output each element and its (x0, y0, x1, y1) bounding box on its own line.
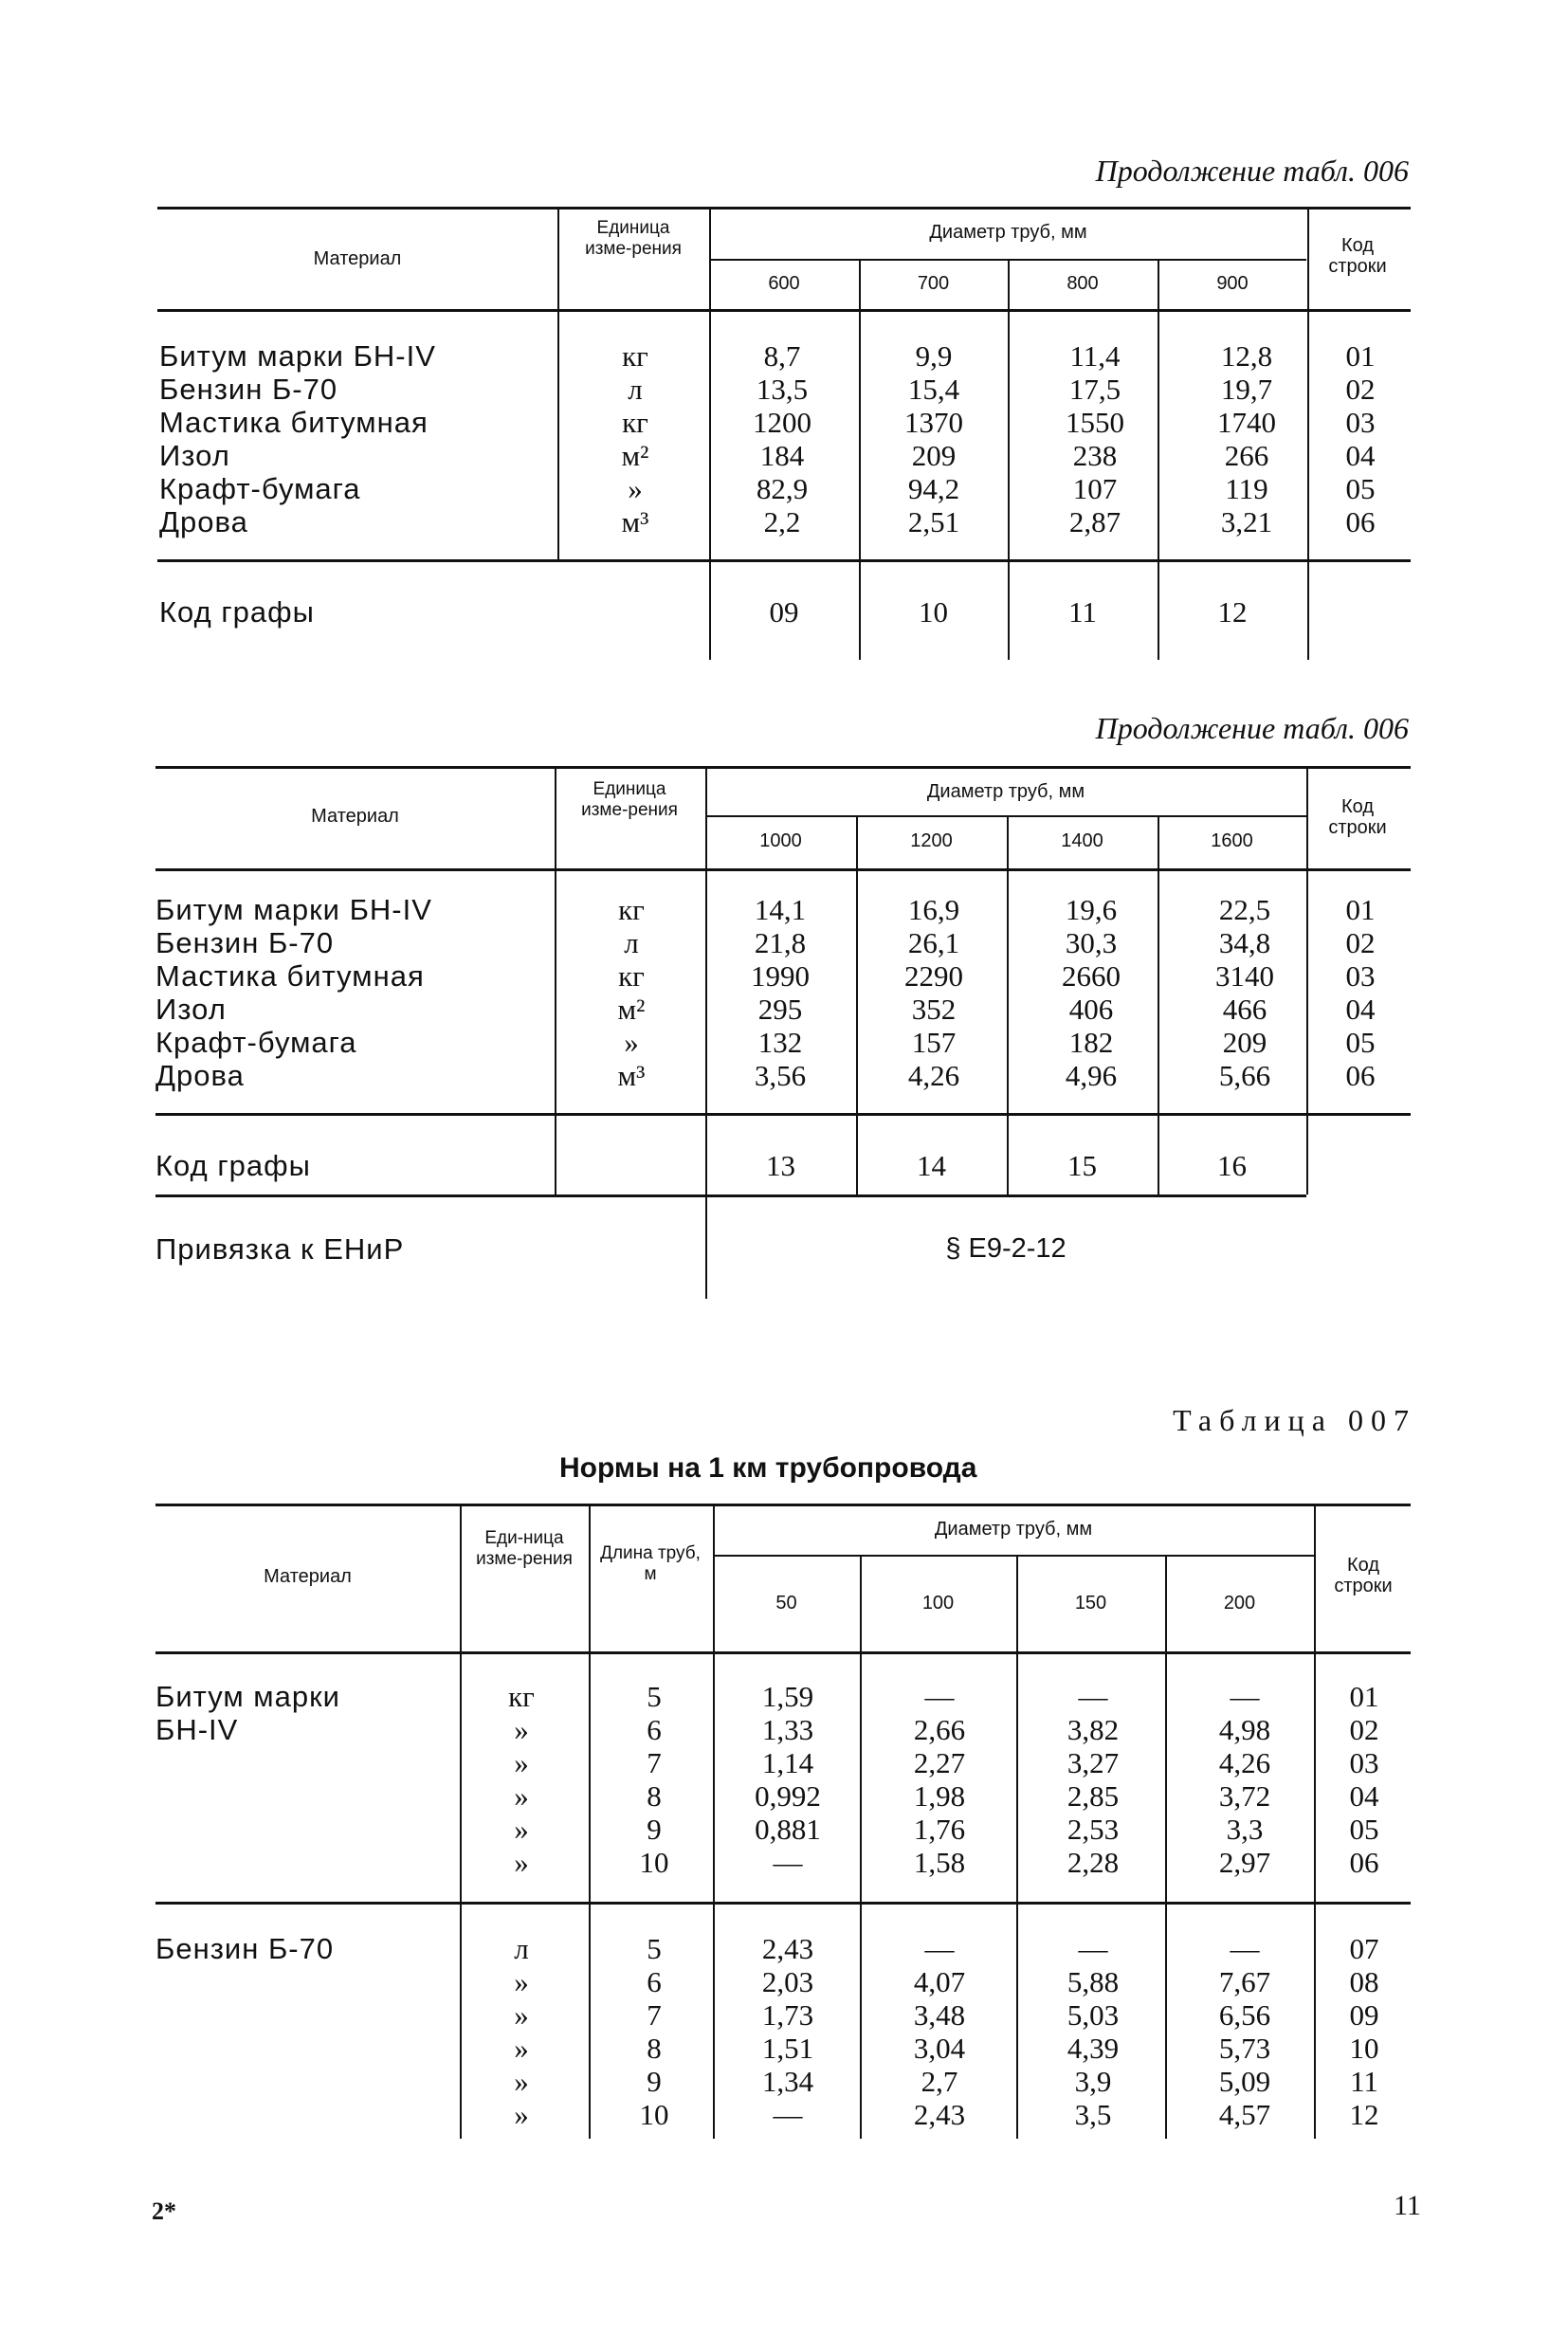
value-column-150 (1041, 1932, 1145, 2131)
unit-cell: м³ (621, 505, 649, 538)
graph-code: 16 (1217, 1149, 1247, 1182)
value-cell: 3,72 (1218, 1779, 1271, 1813)
graph-code-label: Код графы (155, 1149, 311, 1182)
value-column-1400 (1039, 893, 1143, 1092)
diameter-800: 800 (1067, 273, 1099, 294)
value-cell: 2660 (1062, 959, 1121, 993)
length-column (621, 1932, 687, 2131)
value-cell: 1200 (753, 406, 811, 439)
unit-cell: л (514, 1932, 529, 1965)
value-cell: 9,9 (915, 339, 953, 373)
value-cell: — (1078, 1680, 1108, 1713)
header-unit: Единица изме-рения (585, 218, 682, 259)
unit-column (483, 1680, 559, 1879)
row-code: 04 (1345, 993, 1376, 1026)
code-column (1331, 1680, 1397, 1879)
material-cell: Бензин Б-70 (159, 373, 338, 406)
material-cell: Бензин Б-70 (155, 926, 335, 959)
unit-cell: » (628, 472, 643, 505)
row-code: 05 (1345, 1026, 1376, 1059)
value-cell: 1,58 (913, 1846, 966, 1879)
header-length: Длина труб, м (600, 1543, 701, 1584)
value-cell: 34,8 (1218, 926, 1271, 959)
value-cell: 3,21 (1220, 505, 1273, 538)
value-cell: 2,85 (1067, 1779, 1120, 1813)
unit-cell: кг (618, 959, 645, 993)
code-column (1327, 893, 1394, 1092)
length-cell: 7 (647, 1746, 662, 1779)
continuation-title-2: Продолжение табл. 006 (1095, 711, 1409, 745)
unit-column (597, 339, 673, 538)
signature-mark: 2* (152, 2197, 176, 2225)
table-label: Таблица 007 (1173, 1403, 1416, 1437)
row-code: 02 (1349, 1713, 1379, 1746)
length-cell: 9 (647, 2065, 662, 2098)
value-cell: 14,1 (754, 893, 807, 926)
value-cell: 184 (759, 439, 805, 472)
value-column-50 (736, 1680, 840, 1879)
value-cell: — (1230, 1680, 1260, 1713)
value-cell: — (924, 1932, 955, 1965)
value-column-700 (882, 339, 986, 538)
value-cell: 11,4 (1069, 339, 1121, 373)
value-cell: 3,3 (1226, 1813, 1264, 1846)
value-cell: 1,73 (761, 1998, 814, 2032)
row-code: 08 (1349, 1965, 1379, 1998)
value-column-200 (1193, 1932, 1297, 2131)
value-cell: — (773, 1846, 803, 1879)
value-cell: 94,2 (907, 472, 960, 505)
row-code: 03 (1345, 406, 1376, 439)
header-diameter: Диаметр труб, мм (929, 222, 1087, 243)
diameter-50: 50 (775, 1593, 797, 1614)
row-code: 01 (1345, 339, 1376, 373)
value-cell: 3,04 (913, 2032, 966, 2065)
value-cell: 4,39 (1067, 2032, 1120, 2065)
code-column (1327, 339, 1394, 538)
material-cell: Мастика битумная (155, 959, 425, 993)
diameter-150: 150 (1074, 1593, 1107, 1614)
value-cell: 1370 (904, 406, 963, 439)
row-code: 05 (1345, 472, 1376, 505)
value-column-100 (887, 1680, 992, 1879)
value-cell: 119 (1225, 472, 1268, 505)
value-cell: 15,4 (907, 373, 960, 406)
length-cell: 8 (647, 1779, 662, 1813)
diameter-1600: 1600 (1211, 830, 1253, 851)
value-cell: 19,7 (1220, 373, 1273, 406)
graph-code-label: Код графы (159, 595, 315, 629)
value-cell: 5,88 (1067, 1965, 1120, 1998)
length-cell: 6 (647, 1965, 662, 1998)
value-cell: 2,51 (907, 505, 960, 538)
value-column-900 (1194, 339, 1299, 538)
row-code: 06 (1349, 1846, 1379, 1879)
length-cell: 9 (647, 1813, 662, 1846)
material-group-1 (155, 1680, 340, 1746)
value-cell: 30,3 (1065, 926, 1118, 959)
material-cell: Битум марки БН-IV (159, 339, 436, 373)
graph-code: 14 (917, 1149, 946, 1182)
row-code: 04 (1349, 1779, 1379, 1813)
value-cell: — (1230, 1932, 1260, 1965)
unit-cell: » (514, 1998, 529, 2032)
row-code: 03 (1345, 959, 1376, 993)
value-cell: 132 (757, 1026, 803, 1059)
row-code: 03 (1349, 1746, 1379, 1779)
value-cell: 21,8 (754, 926, 807, 959)
diameter-200: 200 (1223, 1593, 1256, 1614)
header-unit: Еди-ница изме-рения (476, 1528, 573, 1569)
value-cell: 3,56 (754, 1059, 807, 1092)
diameter-1000: 1000 (759, 830, 802, 851)
value-cell: 5,03 (1067, 1998, 1120, 2032)
value-cell: 4,07 (913, 1965, 966, 1998)
value-cell: 1,33 (761, 1713, 814, 1746)
value-cell: 2,66 (913, 1713, 966, 1746)
value-cell: 5,66 (1218, 1059, 1271, 1092)
length-cell: 7 (647, 1998, 662, 2032)
row-code: 02 (1345, 373, 1376, 406)
value-column-800 (1043, 339, 1147, 538)
header-code: Код строки (1328, 235, 1387, 277)
value-cell: 13,5 (756, 373, 809, 406)
graph-code: 11 (1068, 595, 1097, 629)
value-cell: 4,57 (1218, 2098, 1271, 2131)
graph-code: 15 (1067, 1149, 1097, 1182)
value-column-1200 (882, 893, 986, 1092)
graph-code: 13 (766, 1149, 795, 1182)
value-cell: 2,28 (1067, 1846, 1120, 1879)
value-cell: 3140 (1215, 959, 1274, 993)
header-code: Код строки (1328, 796, 1387, 838)
unit-cell: л (624, 926, 639, 959)
row-code: 06 (1345, 1059, 1376, 1092)
value-cell: 2,87 (1068, 505, 1121, 538)
material-line: Битум марки (155, 1680, 340, 1713)
material-cell: Крафт-бумага (159, 472, 361, 505)
graph-code: 09 (769, 595, 799, 629)
length-cell: 5 (647, 1680, 662, 1713)
value-cell: 5,09 (1218, 2065, 1271, 2098)
row-code: 01 (1345, 893, 1376, 926)
value-cell: 2,03 (761, 1965, 814, 1998)
value-cell: 157 (911, 1026, 957, 1059)
material-cell: Изол (159, 439, 230, 472)
length-cell: 10 (639, 2098, 669, 2131)
value-cell: 4,26 (1218, 1746, 1271, 1779)
unit-cell: кг (618, 893, 645, 926)
material-group-2 (155, 1932, 334, 1965)
unit-cell: кг (508, 1680, 535, 1713)
value-cell: 4,98 (1218, 1713, 1271, 1746)
graph-code: 10 (919, 595, 948, 629)
diameter-900: 900 (1216, 273, 1249, 294)
value-cell: 0,992 (755, 1779, 821, 1813)
row-code: 07 (1349, 1932, 1379, 1965)
unit-column (483, 1932, 559, 2131)
value-cell: 4,96 (1065, 1059, 1118, 1092)
value-cell: 352 (911, 993, 957, 1026)
diameter-700: 700 (917, 273, 950, 294)
value-cell: 7,67 (1218, 1965, 1271, 1998)
header-material: Материал (311, 806, 399, 827)
value-cell: 1,14 (761, 1746, 814, 1779)
value-cell: 182 (1068, 1026, 1114, 1059)
header-unit: Единица изме-рения (581, 779, 678, 820)
material-cell: Битум марки БН-IV (155, 893, 432, 926)
unit-cell: м² (617, 993, 646, 1026)
value-cell: 3,5 (1074, 2098, 1112, 2131)
value-cell: 1740 (1217, 406, 1276, 439)
material-cell: Дрова (159, 505, 248, 538)
value-cell: 2,43 (913, 2098, 966, 2131)
length-cell: 10 (639, 1846, 669, 1879)
unit-column (593, 893, 669, 1092)
value-column-1000 (728, 893, 832, 1092)
value-cell: 466 (1222, 993, 1267, 1026)
value-cell: 3,27 (1067, 1746, 1120, 1779)
value-cell: 16,9 (907, 893, 960, 926)
length-cell: 6 (647, 1713, 662, 1746)
value-cell: 3,48 (913, 1998, 966, 2032)
diameter-600: 600 (768, 273, 800, 294)
unit-cell: » (514, 2032, 529, 2065)
row-code: 09 (1349, 1998, 1379, 2032)
value-cell: 1,59 (761, 1680, 814, 1713)
row-code: 12 (1349, 2098, 1379, 2131)
value-cell: 107 (1072, 472, 1118, 505)
value-cell: 209 (1222, 1026, 1267, 1059)
value-cell: 6,56 (1218, 1998, 1271, 2032)
length-cell: 5 (647, 1932, 662, 1965)
value-cell: 8,7 (763, 339, 801, 373)
value-cell: 19,6 (1065, 893, 1118, 926)
value-cell: 17,5 (1068, 373, 1121, 406)
row-code: 11 (1350, 2065, 1378, 2098)
value-cell: 1,76 (913, 1813, 966, 1846)
value-column-200 (1193, 1680, 1297, 1879)
diameter-1400: 1400 (1061, 830, 1103, 851)
value-cell: 1,34 (761, 2065, 814, 2098)
value-cell: — (773, 2098, 803, 2131)
value-cell: 406 (1068, 993, 1114, 1026)
binding-value: § Е9-2-12 (945, 1233, 1067, 1264)
header-material: Материал (264, 1566, 352, 1587)
header-material: Материал (313, 248, 402, 269)
row-code: 02 (1345, 926, 1376, 959)
value-cell: — (1078, 1932, 1108, 1965)
binding-label: Привязка к ЕНиР (155, 1232, 405, 1266)
unit-cell: » (514, 1813, 529, 1846)
material-cell: Мастика битумная (159, 406, 428, 439)
unit-cell: кг (622, 406, 648, 439)
value-cell: 1,51 (761, 2032, 814, 2065)
value-cell: 3,9 (1074, 2065, 1112, 2098)
value-cell: 1,98 (913, 1779, 966, 1813)
graph-code: 12 (1217, 595, 1248, 629)
table-subtitle: Нормы на 1 км трубопровода (559, 1452, 977, 1484)
code-column (1331, 1932, 1397, 2131)
material-column (155, 893, 432, 1092)
value-cell: 1550 (1066, 406, 1124, 439)
unit-cell: м² (621, 439, 649, 472)
row-code: 06 (1345, 505, 1376, 538)
length-column (621, 1680, 687, 1879)
unit-cell: кг (622, 339, 648, 373)
material-cell: Крафт-бумага (155, 1026, 357, 1059)
value-column-150 (1041, 1680, 1145, 1879)
value-cell: 2,2 (763, 505, 801, 538)
value-cell: 4,26 (907, 1059, 960, 1092)
header-code: Код строки (1334, 1555, 1393, 1596)
page-number: 11 (1394, 2190, 1421, 2221)
unit-cell: » (514, 1846, 529, 1879)
value-column-50 (736, 1932, 840, 2131)
material-line: БН-IV (155, 1713, 239, 1746)
material-line: Бензин Б-70 (155, 1932, 335, 1965)
value-cell: 266 (1224, 439, 1269, 472)
material-cell: Дрова (155, 1059, 245, 1092)
material-column (159, 339, 436, 538)
value-cell: 238 (1072, 439, 1118, 472)
value-column-1600 (1193, 893, 1297, 1092)
value-cell: 2,53 (1067, 1813, 1120, 1846)
value-cell: 209 (911, 439, 957, 472)
value-cell: — (924, 1680, 955, 1713)
value-cell: 82,9 (756, 472, 809, 505)
value-column-600 (730, 339, 834, 538)
unit-cell: » (514, 2065, 529, 2098)
value-cell: 1990 (751, 959, 810, 993)
unit-cell: » (514, 1746, 529, 1779)
unit-cell: » (514, 1779, 529, 1813)
unit-cell: » (514, 1713, 529, 1746)
value-column-100 (887, 1932, 992, 2131)
continuation-title-1: Продолжение табл. 006 (1095, 154, 1409, 188)
value-cell: 5,73 (1218, 2032, 1271, 2065)
value-cell: 295 (757, 993, 803, 1026)
value-cell: 0,881 (755, 1813, 821, 1846)
value-cell: 3,82 (1067, 1713, 1120, 1746)
value-cell: 22,5 (1218, 893, 1271, 926)
unit-cell: м³ (617, 1059, 646, 1092)
value-cell: 2,97 (1218, 1846, 1271, 1879)
header-diameter: Диаметр труб, мм (926, 781, 1085, 802)
row-code: 04 (1345, 439, 1376, 472)
diameter-100: 100 (921, 1593, 955, 1614)
value-cell: 2,43 (761, 1932, 814, 1965)
value-cell: 2290 (904, 959, 963, 993)
length-cell: 8 (647, 2032, 662, 2065)
header-diameter: Диаметр труб, мм (934, 1519, 1093, 1540)
material-cell: Изол (155, 993, 227, 1026)
row-code: 05 (1349, 1813, 1379, 1846)
value-cell: 12,8 (1220, 339, 1273, 373)
row-code: 10 (1349, 2032, 1379, 2065)
unit-cell: л (628, 373, 643, 406)
unit-cell: » (514, 2098, 529, 2131)
unit-cell: » (514, 1965, 529, 1998)
value-cell: 2,7 (921, 2065, 958, 2098)
value-cell: 2,27 (913, 1746, 966, 1779)
value-cell: 26,1 (907, 926, 960, 959)
unit-cell: » (624, 1026, 639, 1059)
diameter-1200: 1200 (910, 830, 953, 851)
row-code: 01 (1349, 1680, 1379, 1713)
